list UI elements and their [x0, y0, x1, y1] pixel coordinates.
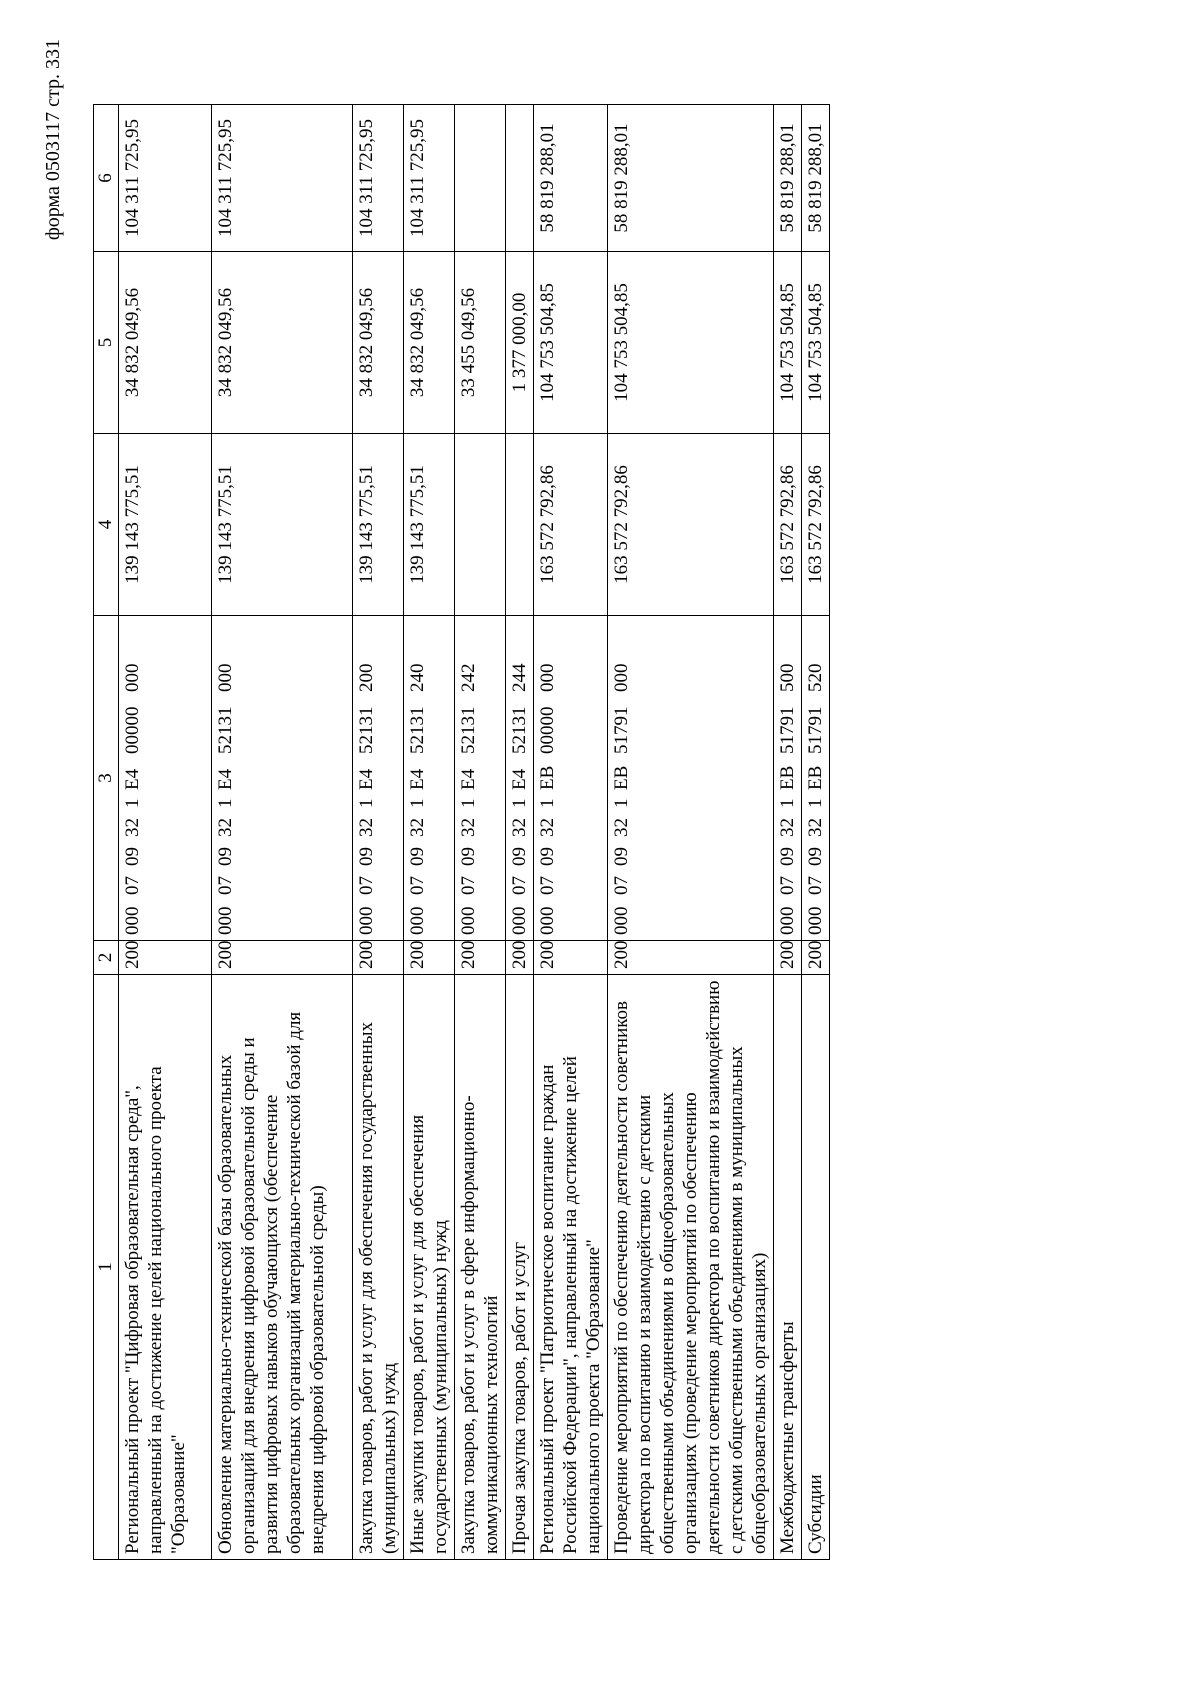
row-amount-col5: 104 753 504,85	[802, 252, 830, 434]
budget-code-part: 51791	[611, 706, 632, 754]
budget-code-part: Е4	[509, 768, 530, 790]
table-row	[802, 105, 830, 1560]
row-amount-col5: 34 832 049,56	[404, 252, 455, 434]
budget-code-part: 07	[356, 876, 377, 895]
row-amount-col5: 34 832 049,56	[212, 252, 353, 434]
row-line-code: 200	[455, 941, 506, 975]
row-line-code: 200	[404, 941, 455, 975]
budget-code-part: 52131	[356, 706, 377, 754]
row-line-code: 200	[534, 941, 608, 975]
budget-code-part: 1	[805, 798, 826, 808]
table-row	[534, 105, 608, 1560]
row-budget-code	[212, 616, 353, 941]
row-budget-code	[455, 616, 506, 941]
budget-code-part: 1	[356, 798, 377, 808]
budget-code-part: 000	[509, 906, 530, 935]
row-name: Обновление материально-технической базы образовательных организаций для внедрения цифровой образовательной среды и развития цифровых навыков обучающихся (обеспечение образовательных организаций материально-технической базой для внедрения цифровой образовательной среды)	[212, 975, 353, 1560]
row-amount-col6: 58 819 288,01	[534, 105, 608, 252]
budget-code-part: 52131	[407, 706, 428, 754]
row-amount-col4: 163 572 792,86	[802, 434, 830, 616]
row-budget-code	[404, 616, 455, 941]
budget-code-part: 07	[458, 876, 479, 895]
budget-code-part: Е4	[407, 768, 428, 790]
row-amount-col6: 58 819 288,01	[802, 105, 830, 252]
budget-code-part: 09	[509, 847, 530, 866]
table-body	[119, 105, 830, 1560]
row-name: Региональный проект "Цифровая образовательная среда", направленный на достижение целей национального проекта "Образование"	[119, 975, 212, 1560]
budget-code-part: 32	[407, 818, 428, 837]
row-amount-col6: 58 819 288,01	[608, 105, 774, 252]
row-amount-col6: 58 819 288,01	[774, 105, 802, 252]
row-budget-code	[802, 616, 830, 941]
budget-code-part: ЕВ	[537, 765, 558, 790]
table-row	[119, 105, 212, 1560]
budget-code-part: 000	[215, 906, 236, 935]
row-amount-col6: 104 311 725,95	[404, 105, 455, 252]
row-amount-col5: 1 377 000,00	[506, 252, 534, 434]
budget-table	[93, 104, 830, 1560]
header-row	[94, 105, 119, 1560]
budget-code-part: 52131	[215, 706, 236, 754]
budget-code-part: ЕВ	[805, 765, 826, 790]
row-amount-col6: 104 311 725,95	[353, 105, 404, 252]
budget-code-part: 1	[509, 798, 530, 808]
header-col-2: 2	[94, 941, 119, 975]
budget-code-part: 500	[777, 663, 798, 692]
budget-code-part: 244	[509, 663, 530, 692]
budget-code-part: 1	[458, 798, 479, 808]
budget-code-part: 09	[537, 847, 558, 866]
table-row	[455, 105, 506, 1560]
row-amount-col4: 163 572 792,86	[534, 434, 608, 616]
table-row	[212, 105, 353, 1560]
budget-code-part: 32	[215, 818, 236, 837]
row-name: Субсидии	[802, 975, 830, 1560]
budget-code-part: 520	[805, 663, 826, 692]
header-col-5: 5	[94, 252, 119, 434]
budget-code-part: 32	[805, 818, 826, 837]
budget-code-part: 32	[537, 818, 558, 837]
header-col-4: 4	[94, 434, 119, 616]
budget-code-part: 07	[777, 876, 798, 895]
budget-code-part: Е4	[215, 768, 236, 790]
row-line-code: 200	[353, 941, 404, 975]
row-amount-col5: 33 455 049,56	[455, 252, 506, 434]
table-row	[506, 105, 534, 1560]
row-line-code: 200	[506, 941, 534, 975]
budget-code-part: 000	[215, 663, 236, 692]
row-amount-col5: 104 753 504,85	[774, 252, 802, 434]
budget-code-part: 000	[611, 906, 632, 935]
form-label: форма 0503117 стр. 331	[42, 39, 64, 241]
row-name: Прочая закупка товаров, работ и услуг	[506, 975, 534, 1560]
budget-code-part: 000	[777, 906, 798, 935]
budget-code-part: 00000	[122, 706, 143, 754]
row-line-code: 200	[119, 941, 212, 975]
budget-code-part: Е4	[356, 768, 377, 790]
row-line-code: 200	[774, 941, 802, 975]
row-line-code: 200	[802, 941, 830, 975]
budget-code-part: 1	[122, 798, 143, 808]
table-row	[774, 105, 802, 1560]
budget-code-part: ЕВ	[611, 765, 632, 790]
budget-code-part: 000	[458, 906, 479, 935]
budget-code-part: 000	[122, 663, 143, 692]
budget-code-part: 1	[407, 798, 428, 808]
budget-code-part: 242	[458, 663, 479, 692]
row-amount-col5: 104 753 504,85	[534, 252, 608, 434]
row-name: Закупка товаров, работ и услуг в сфере информационно-коммуникационных технологий	[455, 975, 506, 1560]
budget-code-part: 32	[122, 818, 143, 837]
budget-code-part: 07	[509, 876, 530, 895]
row-amount-col4	[506, 434, 534, 616]
row-amount-col4	[455, 434, 506, 616]
row-amount-col4: 139 143 775,51	[404, 434, 455, 616]
budget-code-part: 09	[805, 847, 826, 866]
budget-code-part: 000	[611, 663, 632, 692]
budget-code-part: 32	[458, 818, 479, 837]
budget-code-part: 000	[805, 906, 826, 935]
budget-code-part: 07	[537, 876, 558, 895]
budget-code-part: 200	[356, 663, 377, 692]
header-col-3: 3	[94, 616, 119, 941]
budget-code-part: 1	[611, 798, 632, 808]
budget-code-part: 000	[407, 906, 428, 935]
row-name: Региональный проект "Патриотическое воспитание граждан Российской Федерации", направленный на достижение целей национального проекта "Образование"	[534, 975, 608, 1560]
budget-code-part: Е4	[458, 768, 479, 790]
row-amount-col5: 34 832 049,56	[119, 252, 212, 434]
budget-code-part: 09	[407, 847, 428, 866]
budget-code-part: 51791	[777, 706, 798, 754]
budget-code-part: Е4	[122, 768, 143, 790]
row-budget-code	[534, 616, 608, 941]
row-amount-col4: 163 572 792,86	[608, 434, 774, 616]
row-budget-code	[119, 616, 212, 941]
budget-code-part: 09	[122, 847, 143, 866]
row-amount-col4: 163 572 792,86	[774, 434, 802, 616]
budget-code-part: 32	[509, 818, 530, 837]
row-amount-col6: 104 311 725,95	[212, 105, 353, 252]
budget-code-part: 09	[458, 847, 479, 866]
row-name: Закупка товаров, работ и услуг для обеспечения государственных (муниципальных) нужд	[353, 975, 404, 1560]
budget-code-part: 07	[215, 876, 236, 895]
budget-code-part: 07	[407, 876, 428, 895]
budget-code-part: 000	[537, 906, 558, 935]
budget-code-part: 000	[122, 906, 143, 935]
row-amount-col6	[455, 105, 506, 252]
table-row	[353, 105, 404, 1560]
budget-code-part: 1	[777, 798, 798, 808]
row-amount-col4: 139 143 775,51	[353, 434, 404, 616]
budget-code-part: 07	[805, 876, 826, 895]
budget-code-part: 51791	[805, 706, 826, 754]
budget-code-part: 000	[356, 906, 377, 935]
row-budget-code	[353, 616, 404, 941]
budget-code-part: 07	[611, 876, 632, 895]
budget-code-part: ЕВ	[777, 765, 798, 790]
budget-code-part: 1	[537, 798, 558, 808]
budget-code-part: 09	[611, 847, 632, 866]
budget-code-part: 09	[777, 847, 798, 866]
budget-code-part: 240	[407, 663, 428, 692]
row-amount-col5: 34 832 049,56	[353, 252, 404, 434]
row-line-code: 200	[212, 941, 353, 975]
row-name: Межбюджетные трансферты	[774, 975, 802, 1560]
budget-code-part: 09	[215, 847, 236, 866]
table-row	[608, 105, 774, 1560]
budget-code-part: 52131	[509, 706, 530, 754]
budget-code-part: 52131	[458, 706, 479, 754]
row-budget-code	[774, 616, 802, 941]
budget-code-part: 32	[356, 818, 377, 837]
budget-code-part: 32	[611, 818, 632, 837]
table-row	[404, 105, 455, 1560]
budget-code-part: 00000	[537, 706, 558, 754]
budget-code-part: 1	[215, 798, 236, 808]
row-budget-code	[506, 616, 534, 941]
header-col-6: 6	[94, 105, 119, 252]
row-budget-code	[608, 616, 774, 941]
row-line-code: 200	[608, 941, 774, 975]
row-amount-col5: 104 753 504,85	[608, 252, 774, 434]
row-amount-col6	[506, 105, 534, 252]
row-name: Проведение мероприятий по обеспечению деятельности советников директора по воспитанию и взаимодействию с детскими общественными объединениями в общеобразовательных организациях (проведение мероприятий по обеспечению деятельности советников директора по воспитанию и взаимодействию с детскими общественными объединениями в муниципальных общеобразовательных организациях)	[608, 975, 774, 1560]
budget-code-part: 32	[777, 818, 798, 837]
row-amount-col6: 104 311 725,95	[119, 105, 212, 252]
budget-code-part: 000	[537, 663, 558, 692]
row-amount-col4: 139 143 775,51	[212, 434, 353, 616]
budget-code-part: 09	[356, 847, 377, 866]
header-col-1: 1	[94, 975, 119, 1560]
budget-code-part: 07	[122, 876, 143, 895]
row-name: Иные закупки товаров, работ и услуг для обеспечения государственных (муниципальных) нужд	[404, 975, 455, 1560]
row-amount-col4: 139 143 775,51	[119, 434, 212, 616]
